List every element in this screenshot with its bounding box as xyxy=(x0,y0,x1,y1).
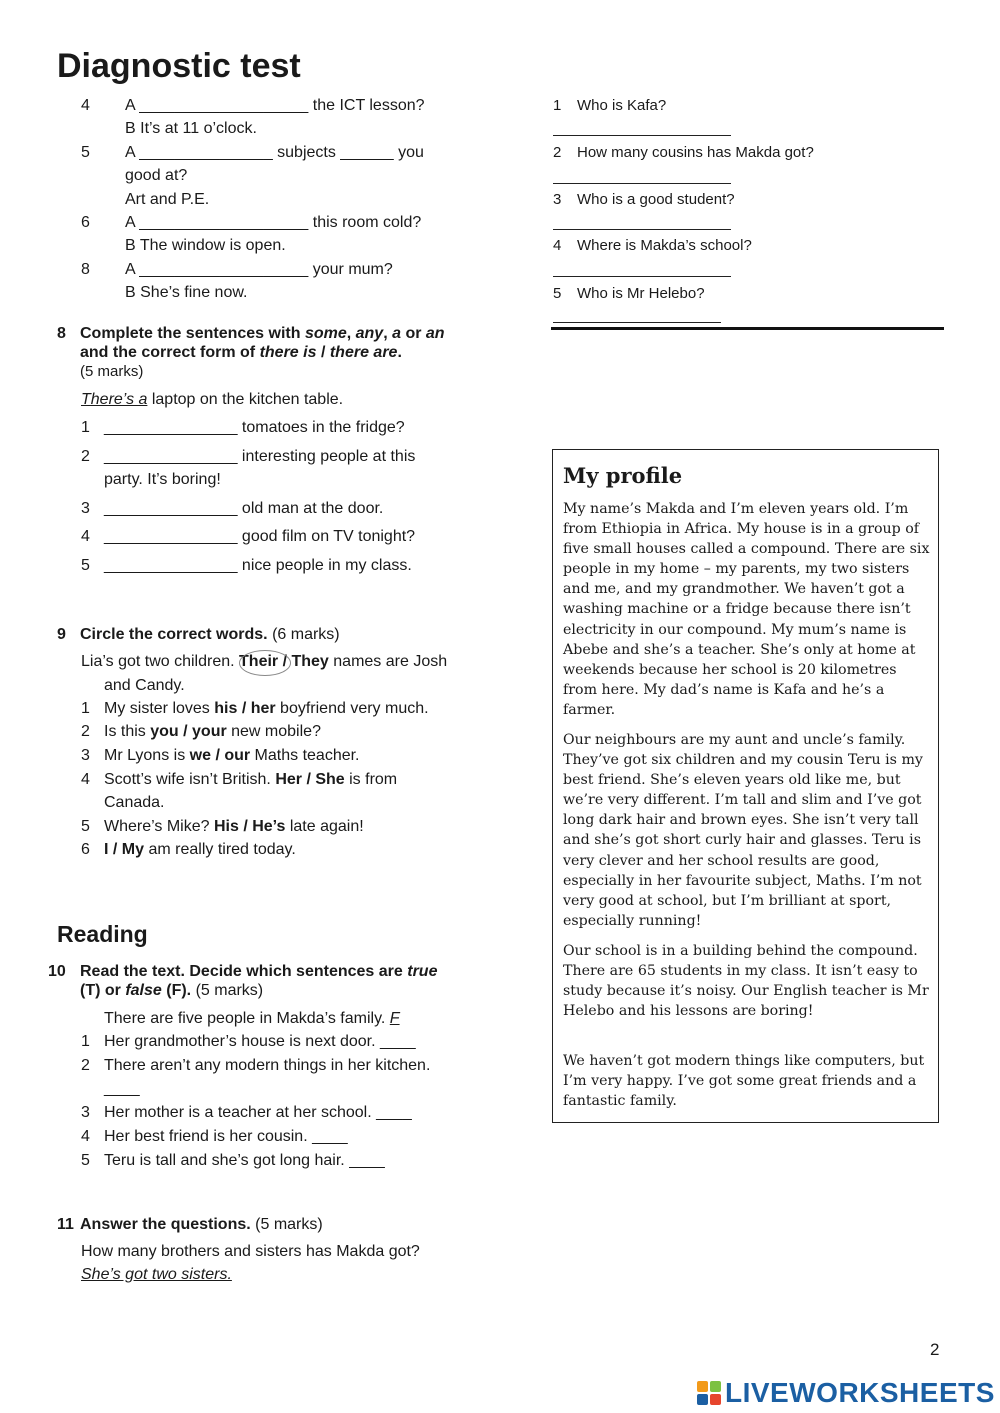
item-number: 1 xyxy=(81,700,90,717)
answer-line[interactable] xyxy=(553,135,731,136)
item-number: 4 xyxy=(81,771,90,788)
question-number: 1 xyxy=(553,97,562,114)
item-number: 1 xyxy=(81,419,90,436)
exercise-instruction: (T) or false (F). (5 marks) xyxy=(80,982,264,999)
word-options: his / her xyxy=(214,700,276,717)
gap-fill-sentence[interactable]: _______________ interesting people at this xyxy=(104,448,416,465)
reading-title: My profile xyxy=(563,463,683,488)
dialogue-line[interactable]: A ___________________ your mum? xyxy=(125,261,393,278)
exercise-instruction: Circle the correct words. (6 marks) xyxy=(80,626,340,643)
answer-line[interactable] xyxy=(553,183,731,184)
item-number: 3 xyxy=(81,747,90,764)
example-sentence: Lia’s got two children. Their / They names are Josh xyxy=(81,653,448,670)
dialogue-line: Art and P.E. xyxy=(125,191,210,208)
question-text: Where is Makda’s school? xyxy=(577,237,752,254)
logo-text: LIVEWORKSHEETS xyxy=(725,1377,995,1408)
true-false-statement[interactable]: Her best friend is her cousin. ____ xyxy=(104,1128,348,1145)
gap-fill-sentence[interactable]: _______________ old man at the door. xyxy=(104,500,384,517)
example-answer: There’s a xyxy=(81,391,148,408)
item-number: 2 xyxy=(81,723,90,740)
item-number: 8 xyxy=(81,261,90,278)
true-false-statement[interactable]: There aren’t any modern things in her kitchen. xyxy=(104,1057,431,1074)
logo-square-orange xyxy=(697,1381,708,1392)
item-number: 5 xyxy=(81,144,90,161)
item-number: 5 xyxy=(81,557,90,574)
liveworksheets-logo[interactable] xyxy=(697,1377,995,1409)
item-number: 6 xyxy=(81,841,90,858)
dialogue-line: good at? xyxy=(125,167,188,184)
liveworksheets-logo-icon xyxy=(697,1381,721,1405)
reading-text-box xyxy=(552,449,939,1123)
question-number: 3 xyxy=(553,191,562,208)
item-number: 2 xyxy=(81,448,90,465)
section-heading-reading: Reading xyxy=(57,921,148,947)
example-continuation: and Candy. xyxy=(104,677,185,694)
example-question: How many brothers and sisters has Makda got? xyxy=(81,1243,420,1260)
reading-paragraph: We haven’t got modern things like computers, but I’m very happy. I’ve got some great friends and a fantastic family. xyxy=(563,1053,925,1110)
logo-square-red xyxy=(710,1394,721,1405)
exercise-instruction: and the correct form of there is / there are. xyxy=(80,344,402,361)
question-text: Who is a good student? xyxy=(577,191,735,208)
exercise-number: 11 xyxy=(57,1216,74,1233)
choice-sentence[interactable]: Mr Lyons is we / our Maths teacher. xyxy=(104,747,360,764)
choice-sentence[interactable]: Where’s Mike? His / He’s late again! xyxy=(104,818,364,835)
question-text: Who is Kafa? xyxy=(577,97,667,114)
answer-line[interactable] xyxy=(553,276,731,277)
true-false-statement[interactable]: Her mother is a teacher at her school. ____ xyxy=(104,1104,412,1121)
true-false-statement[interactable]: Teru is tall and she’s got long hair. ____ xyxy=(104,1152,385,1169)
item-number: 3 xyxy=(81,1104,90,1121)
gap-fill-sentence[interactable]: _______________ nice people in my class. xyxy=(104,557,412,574)
choice-sentence[interactable]: Is this you / your new mobile? xyxy=(104,723,321,740)
dialogue-line: B She’s fine now. xyxy=(125,284,248,301)
dialogue-line[interactable]: A ___________________ this room cold? xyxy=(125,214,422,231)
question-number: 2 xyxy=(553,144,562,161)
reading-paragraph: My name’s Makda and I’m eleven years old. I’m from Ethiopia in Africa. My house is in a group of five small houses called a compound. There are six people in my home – my parents, my two sisters and me, and my grandmother. We haven’t got a washing machine or a fridge because there isn’t electricity in our compound. My mum’s name is Abebe and she’s a teacher. She’s only at home at weekends because her school is 20 kilometres from here. My dad’s name is Kafa and he’s a farmer. xyxy=(563,501,930,718)
choice-sentence[interactable]: My sister loves his / her boyfriend very much. xyxy=(104,700,429,717)
word-options: His / He’s xyxy=(213,818,286,835)
choice-sentence[interactable]: Scott’s wife isn’t British. Her / She is from xyxy=(104,771,398,788)
exercise-instruction: Complete the sentences with some, any, a or an xyxy=(80,325,445,342)
exercise-instruction: Answer the questions. (5 marks) xyxy=(80,1216,323,1233)
word-options: I / My xyxy=(104,841,145,858)
item-number: 4 xyxy=(81,1128,90,1145)
marks: (5 marks) xyxy=(80,363,144,380)
section-divider xyxy=(551,327,944,330)
exercise-number: 10 xyxy=(48,963,66,980)
gap-fill-continuation: party. It’s boring! xyxy=(104,471,221,488)
dialogue-line[interactable]: A ___________________ the ICT lesson? xyxy=(125,97,425,114)
gap-fill-sentence[interactable]: _______________ good film on TV tonight? xyxy=(104,528,416,545)
question-number: 5 xyxy=(553,285,562,302)
question-text: How many cousins has Makda got? xyxy=(577,144,814,161)
item-number: 5 xyxy=(81,1152,90,1169)
answer-circle xyxy=(239,650,291,676)
answer-line[interactable] xyxy=(553,322,721,323)
exercise-instruction: Read the text. Decide which sentences are true xyxy=(80,963,438,980)
dialogue-line: B The window is open. xyxy=(125,237,286,254)
item-number: 6 xyxy=(81,214,90,231)
dialogue-line[interactable]: A _______________ subjects ______ you xyxy=(125,144,424,161)
example-answer: She’s got two sisters. xyxy=(81,1266,232,1283)
exercise-number: 8 xyxy=(57,325,66,342)
item-number: 4 xyxy=(81,97,90,114)
choice-sentence[interactable]: I / My am really tired today. xyxy=(104,841,296,858)
reading-paragraph: Our school is in a building behind the compound. There are 65 students in my class. It isn’t easy to study because it’s noisy. Our English teacher is Mr Helebo and his lessons are boring! xyxy=(563,943,929,1020)
logo-square-green xyxy=(710,1381,721,1392)
example-answer: F xyxy=(389,1010,400,1027)
item-number: 4 xyxy=(81,528,90,545)
dialogue-line: B It’s at 11 o’clock. xyxy=(125,120,257,137)
choice-continuation: Canada. xyxy=(104,794,165,811)
true-false-statement[interactable]: Her grandmother’s house is next door. ____ xyxy=(104,1033,416,1050)
item-number: 1 xyxy=(81,1033,90,1050)
page-number: 2 xyxy=(930,1340,940,1359)
example-sentence: There’s a laptop on the kitchen table. xyxy=(81,391,344,408)
word-options: you / your xyxy=(150,723,227,740)
exercise-number: 9 xyxy=(57,626,66,643)
item-number: 3 xyxy=(81,500,90,517)
page-title: Diagnostic test xyxy=(57,47,301,85)
question-number: 4 xyxy=(553,237,562,254)
answer-line[interactable] xyxy=(553,229,731,230)
word-options: Her / She xyxy=(275,771,345,788)
example-sentence: There are five people in Makda’s family. F xyxy=(104,1010,400,1027)
item-number: 2 xyxy=(81,1057,90,1074)
logo-square-blue xyxy=(697,1394,708,1405)
question-text: Who is Mr Helebo? xyxy=(577,285,705,302)
gap-fill-sentence[interactable]: _______________ tomatoes in the fridge? xyxy=(104,419,405,436)
answer-blank[interactable]: ____ xyxy=(104,1080,140,1097)
reading-paragraph: Our neighbours are my aunt and uncle’s family. They’ve got six children and my cousin Teru is my best friend. She’s eleven years old like me, but we’re very different. I’m tall and slim and I’ve got long dark hair and brown eyes. She isn’t very tall and she’s got short curly hair and glasses. Teru is very clever and her school results are good, especially in her favourite subject, Maths. I’m not very good at school, but I’m brilliant at sport, especially running! xyxy=(563,732,923,929)
word-options: we / our xyxy=(189,747,251,764)
item-number: 5 xyxy=(81,818,90,835)
